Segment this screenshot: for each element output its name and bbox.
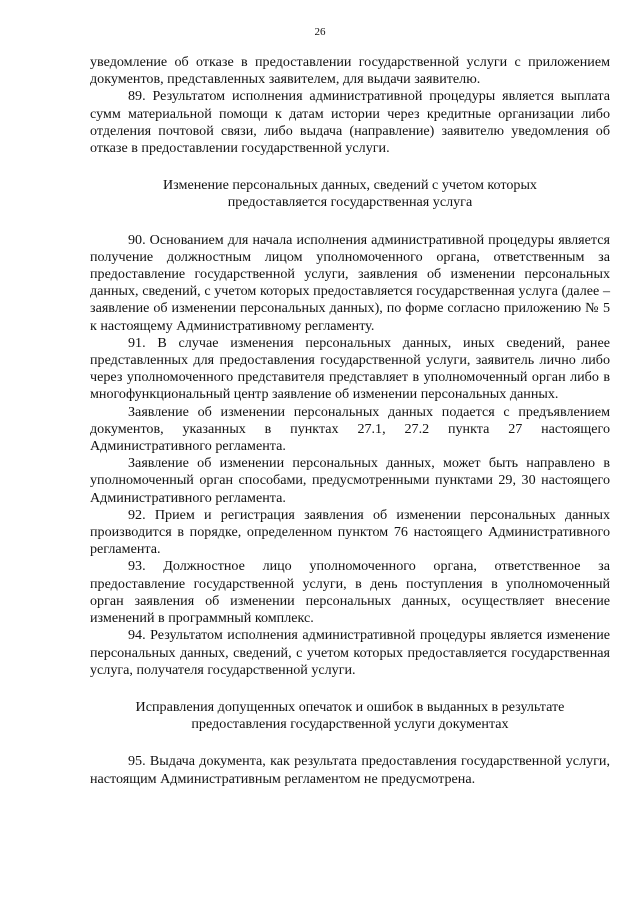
paragraph-95: 95. Выдача документа, как результата предоставления государственной услуги, настоящим Административным регламентом не предусмотрена. <box>90 753 610 787</box>
paragraph-89: 89. Результатом исполнения административной процедуры является выплата сумм материальной помощи к датам истории через кредитные организации либо отделения почтовой связи, либо выдача (направление) заявителю уведомления об отказе в предоставлении государственной услуги. <box>90 88 610 157</box>
paragraph-94: 94. Результатом исполнения административной процедуры является изменение персональных данных, сведений, с учетом которых предоставляется государственная услуга, получателя государственной услуги. <box>90 627 610 678</box>
page-number: 26 <box>314 26 326 38</box>
paragraph-90: 90. Основанием для начала исполнения административной процедуры является получение должностным лицом уполномоченного органа, ответственным за предоставление государственной услуги, заявления об изменении персональных данных, сведений, с учетом которых предоставляется государственная услуга (далее – заявление об изменении персональных данных), по форме согласно приложению № 5 к настоящему Административному регламенту. <box>90 231 610 334</box>
paragraph-91-documents: Заявление об изменении персональных данных подается с предъявлением документов, указанных в пунктах 27.1, 27.2 пункта 27 настоящего Административного регламента. <box>90 403 610 455</box>
paragraph-continuation: уведомление об отказе в предоставлении государственной услуги с приложением документов, представленных заявителем, для выдачи заявителю. <box>90 54 610 88</box>
section-heading-corrections: Исправления допущенных опечаток и ошибок в выданных в результате предоставления государственной услуги документах <box>135 698 565 733</box>
paragraph-93: 93. Должностное лицо уполномоченного органа, ответственное за предоставление государственной услуги, в день поступления в уполномоченный орган заявления об изменении персональных данных, осуществляет внесение изменений в программный комплекс. <box>90 558 610 627</box>
document-body <box>90 54 610 788</box>
paragraph-91-methods: Заявление об изменении персональных данных, может быть направлено в уполномоченный орган способами, предусмотренными пунктами 29, 30 настоящего Административного регламента. <box>90 455 610 506</box>
paragraph-91: 91. В случае изменения персональных данных, иных сведений, ранее представленных для предоставления государственной услуги, заявитель лично либо через уполномоченного представителя представляет в уполномоченный орган либо в многофункциональный центр заявление об изменении персональных данных. <box>90 334 610 403</box>
section-heading-personal-data: Изменение персональных данных, сведений с учетом которых предоставляется государственная услуга <box>163 177 537 211</box>
paragraph-92: 92. Прием и регистрация заявления об изменении персональных данных производится в порядке, определенном пунктом 76 настоящего Административного регламента. <box>90 506 610 558</box>
